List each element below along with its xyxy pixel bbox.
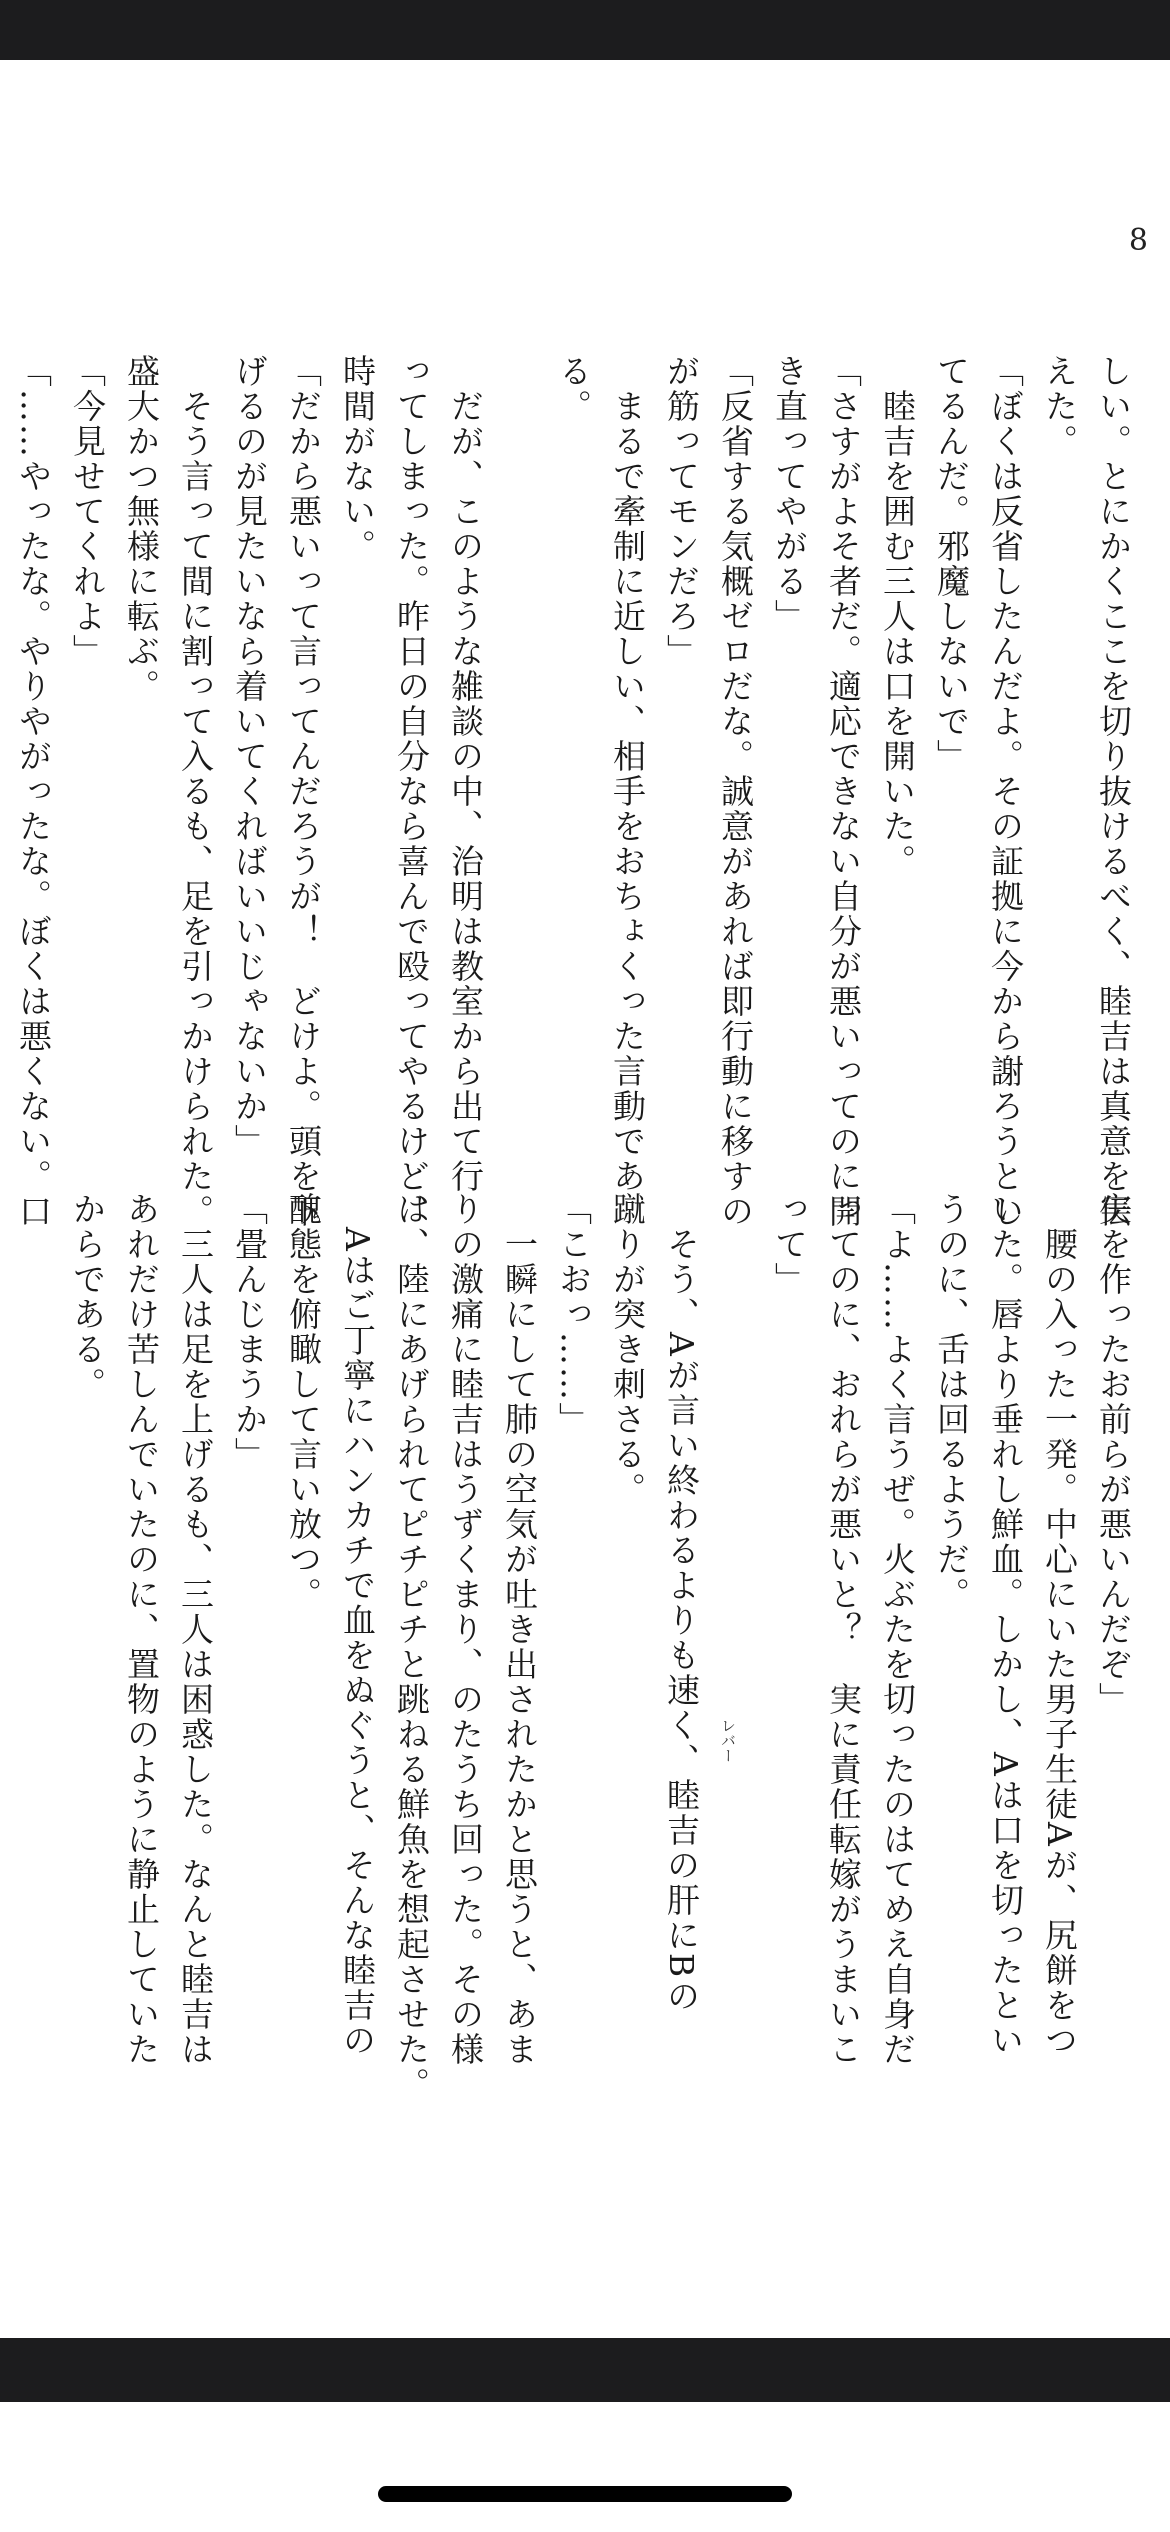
bottom-text-block: 実を作ったお前らが悪いんだぞ」 腰の入った一発。中心にいた男子生徒Aが、尻餅をつ いた。唇より垂れし鮮血。しかし、Aは口を切ったとい うのに、舌は回るようだ。 「よ……よく言うぜ。火ぶたを切ったのはてめえ自身だ ってのに、おれらが悪いと？ 実に責任転嫁がうまいこ って」 そう、Aが言い終わるよりも速く、睦吉の肝にBの 蹴りが突き刺さる。 「こおっ……」 一瞬にして肺の空気が吐き出されたかと思うと、あま りの激痛に睦吉はうずくまり、のたうち回った。その様 は、陸にあげられてピチピチと跳ねる鮮魚を想起させた。 Aはご丁寧にハンカチで血をぬぐうと、そんな睦吉の 醜態を俯瞰して言い放つ。 「畳んじまうか」 三人は足を上げるも、三人は困惑した。なんと睦吉は あれだけ苦しんでいたのに、置物のように静止していた からである。 [68, 1192, 1133, 2102]
bottom-toolbar [0, 2338, 1170, 2402]
home-indicator[interactable] [378, 2486, 792, 2502]
status-bar [0, 0, 1170, 60]
page-number: 8 [1128, 223, 1148, 258]
top-text-block: しい。とにかくここを切り抜けるべく、睦吉は真意を伝 えた。 「ぼくは反省したんだよ。その証拠に今から謝ろうとし てるんだ。邪魔しないで」 睦吉を囲む三人は口を開いた。 「さすがよそ者だ。適応できない自分が悪いってのに開 き直ってやがる」 「反省する気概ゼロだな。誠意があれば即行動に移すの が筋ってモンだろ」 まるで牽制に近しい、相手をおちょくった言動であ る。 だが、このような雑談の中、治明は教室から出て行 ってしまった。昨日の自分なら喜んで殴ってやるけど、 時間がない。 「だから悪いって言ってんだろうが！ どけよ。頭を下 げるのが見たいなら着いてくればいいじゃないか」 そう言って間に割って入るも、足を引っかけられた。 盛大かつ無様に転ぶ。 「今見せてくれよ」 「……やったな。やりやがったな。ぼくは悪くない。口 [14, 354, 1133, 1229]
ruby-annotation: レバー [719, 1718, 737, 1763]
